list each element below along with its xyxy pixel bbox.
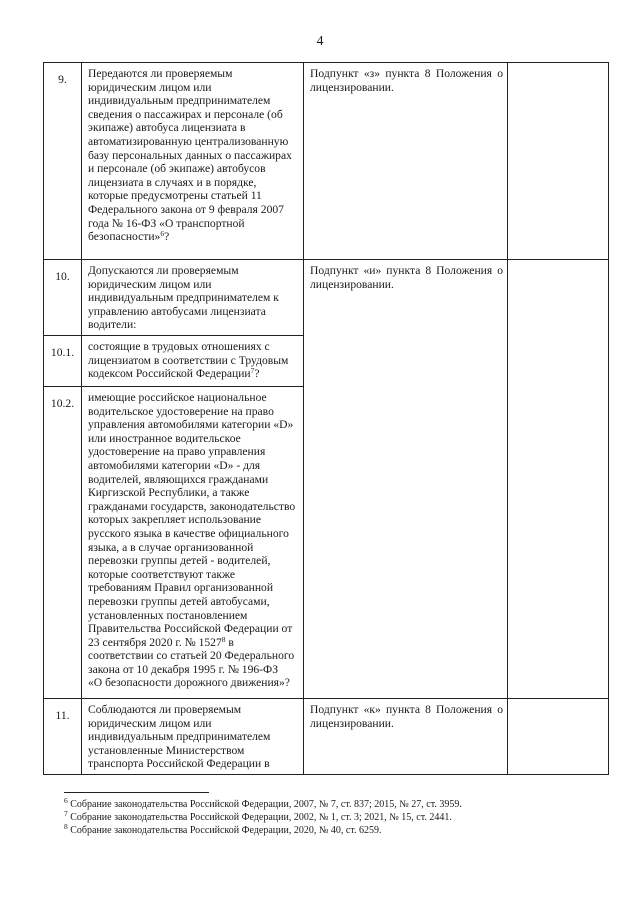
footnote-mark: 7 — [64, 808, 68, 818]
question-cell — [82, 260, 304, 336]
footnote — [64, 808, 604, 825]
footnote — [64, 796, 604, 812]
question-text: Соблюдаются ли проверяемым юридическим лицом или индивидуальным предпринимателем установленные Министерством транспорта Российской Федерации в — [88, 703, 271, 771]
footnote-divider — [64, 792, 209, 793]
footnote-mark: 6 — [64, 796, 68, 805]
question-text: Передаются ли проверяемым юридическим лицом или индивидуальным предпринимателем сведения о пассажирах и персонале (об экипаже) автобуса лицензиата в автоматизированную централизованную базу персональных данных о пассажирах и персонале (об экипаже) автобусов лицензиата в случаях и в порядке, которые предусмотрены статьей 11 Федерального закона от 9 февраля 2007 года № 16-ФЗ «О транспортной безопасности» — [88, 67, 292, 244]
footnote-text: Собрание законодательства Российской Федерации, 2002, № 1, ст. 3; 2021, № 15, ст. 2441. — [67, 811, 452, 823]
reference-text: Подпункт «и» пункта 8 Положения о лицензировании. — [310, 264, 503, 291]
footnote-ref: 8 — [221, 634, 226, 644]
checklist-table — [43, 62, 609, 775]
footnote-text: Собрание законодательства Российской Федерации, 2020, № 40, ст. 6259. — [67, 824, 382, 836]
footnote-ref: 6 — [160, 229, 165, 239]
row-number: 10. — [44, 260, 82, 336]
row-number: 10.2. — [44, 387, 82, 699]
question-text: имеющие российское национальное водительское удостоверение на право управления автомобилями категории «D» или иностранное водительское удостоверение на право управления автомобилями категории «D» - для водителей, являющихся гражданами Киргизской Республики, а также гражданами государств, законодательство которых закрепляет использование русского языка в качестве официального языка, а в случае организованной перевозки группы детей - водителей, которые соответствуют также требованиям Правил организованной перевозки группы детей автобусами, установленных постановлением Правительства Российской Федерации от 23 сентября 2020 г. № 1527 — [88, 391, 296, 649]
question-cell — [82, 63, 304, 260]
footnote-mark: 8 — [64, 821, 68, 831]
reference-text: Подпункт «к» пункта 8 Положения о лицензировании. — [310, 703, 503, 730]
question-cell — [82, 336, 304, 387]
question-tail: ? — [254, 367, 260, 381]
footnote — [64, 821, 604, 838]
question-tail: ? — [164, 230, 170, 244]
page-number: 4 — [316, 34, 324, 49]
row-number: 10.1. — [44, 336, 82, 387]
question-text: Допускаются ли проверяемым юридическим лицом или индивидуальным предпринимателем к управлению автобусами лицензиата водители: — [88, 264, 279, 332]
question-cell — [82, 699, 304, 775]
question-tail: в соответствии со статьей 20 Федерального закона от 10 декабря 1995 г. № 196-ФЗ «О безопасности дорожного движения»? — [88, 635, 295, 690]
footnote-ref: 7 — [250, 366, 255, 376]
table-row — [44, 63, 609, 260]
reference-cell — [304, 699, 508, 775]
footnotes — [64, 796, 604, 837]
table-row — [44, 699, 609, 775]
reference-text: Подпункт «з» пункта 8 Положения о лицензировании. — [310, 67, 503, 94]
question-cell — [82, 387, 304, 699]
reference-cell — [304, 63, 508, 260]
empty-cell — [508, 63, 609, 260]
question-text: состоящие в трудовых отношениях с лицензиатом в соответствии с Трудовым кодексом Российской Федерации — [88, 340, 289, 381]
empty-cell — [508, 699, 609, 775]
row-number: 9. — [44, 63, 82, 260]
empty-cell — [508, 260, 609, 699]
table-row — [44, 260, 609, 336]
footnote-text: Собрание законодательства Российской Федерации, 2007, № 7, ст. 837; 2015, № 27, ст. 3959. — [67, 799, 462, 810]
row-number: 11. — [44, 699, 82, 775]
reference-cell — [304, 260, 508, 699]
